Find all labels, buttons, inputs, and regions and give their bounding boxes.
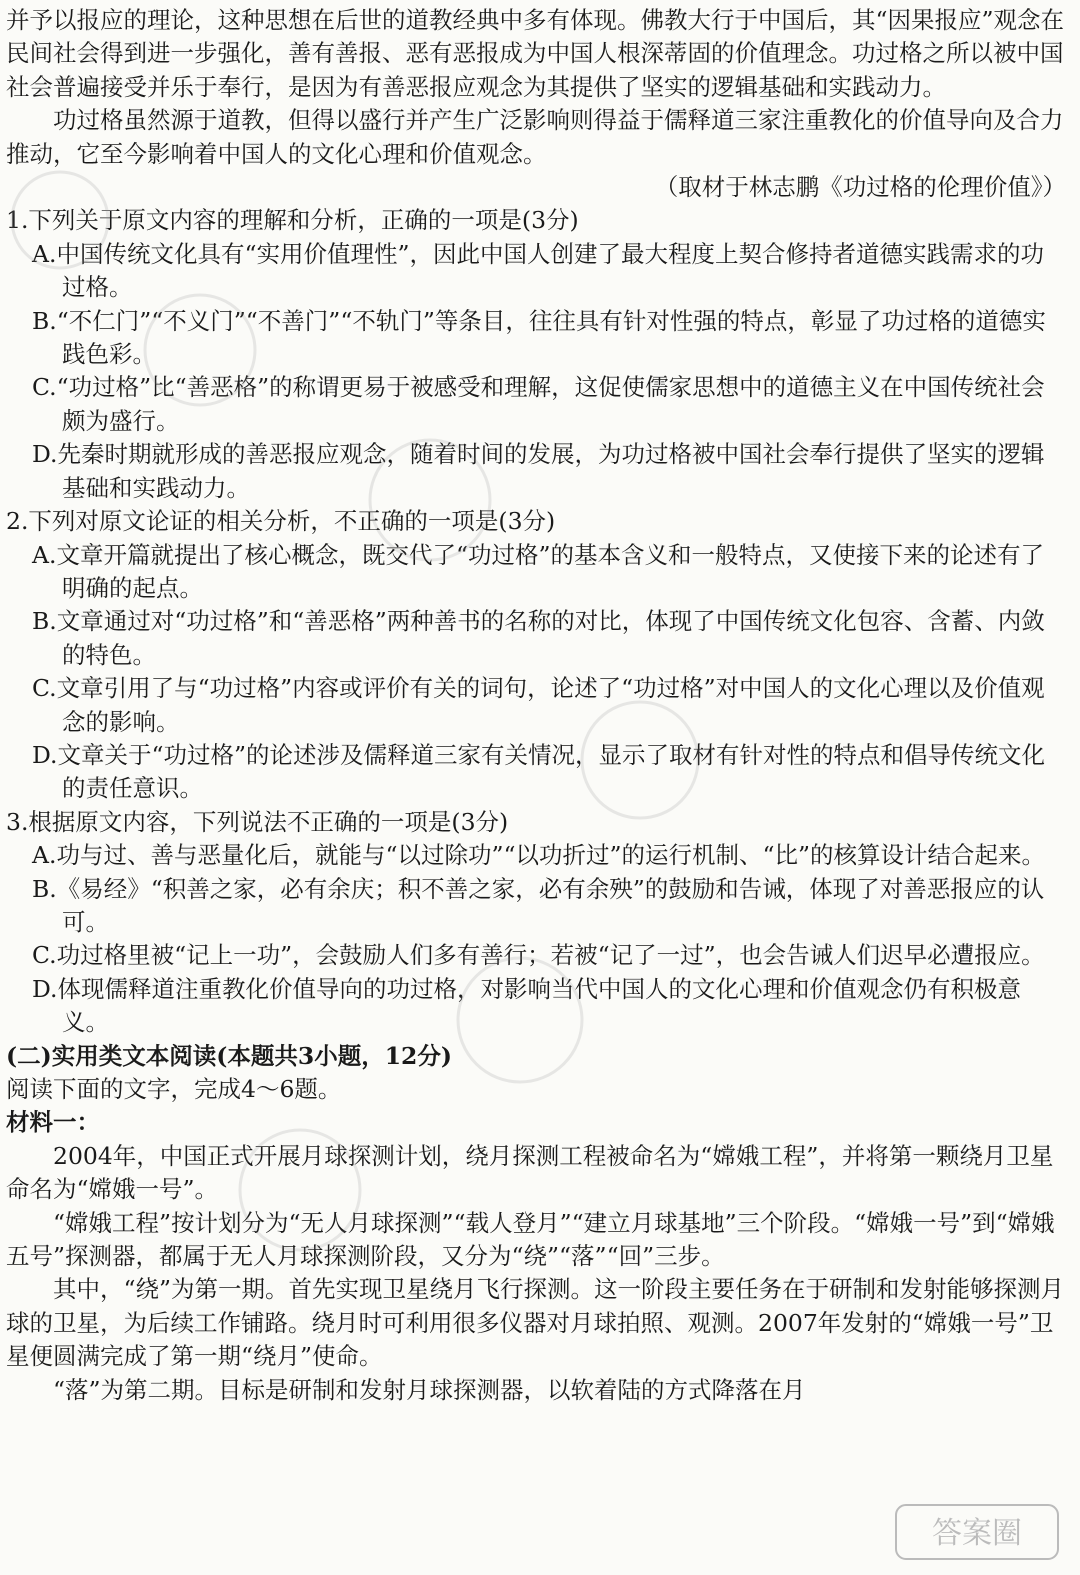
section-instruction: 阅读下面的文字，完成4～6题。 — [6, 1075, 342, 1103]
question-1 — [6, 204, 1066, 505]
question-stem: 1.下列关于原文内容的理解和分析，正确的一项是(3分) — [6, 206, 579, 235]
option-b: B.“不仁门”“不义门”“不善门”“不轨门”等条目，往往具有针对性强的特点，彰显了功过格的道德实践色彩。 — [32, 306, 1046, 369]
site-logo — [892, 1497, 1062, 1567]
option-d: D.体现儒释道注重教化价值导向的功过格，对影响当代中国人的文化心理和价值观念仍有积极意义。 — [32, 974, 1021, 1037]
question-stem: 2.下列对原文论证的相关分析，不正确的一项是(3分) — [6, 507, 556, 536]
option-b: B.文章通过对“功过格”和“善恶格”两种善书的名称的对比，体现了中国传统文化包容、含蓄、内敛的特色。 — [32, 607, 1045, 669]
material-paragraph-4: “落”为第二期。目标是研制和发射月球探测器，以软着陆的方式降落在月 — [53, 1375, 806, 1404]
option-b: B.《易经》“积善之家，必有余庆；积不善之家，必有余殃”的鼓励和告诫，体现了对善恶报应的认可。 — [32, 874, 1045, 936]
question-3 — [6, 806, 1066, 1040]
material-paragraph-1: 2004年，中国正式开展月球探测计划，绕月探测工程被命名为“嫦娥工程”，并将第一颗绕月卫星命名为“嫦娥一号”。 — [6, 1141, 1054, 1204]
option-d: D.文章关于“功过格”的论述涉及儒释道三家有关情况，显示了取材有针对性的特点和倡导传统文化的责任意识。 — [32, 740, 1046, 803]
source-citation: （取材于林志鹏《功过格的伦理价值》） — [654, 173, 1066, 202]
option-c: C.文章引用了与“功过格”内容或评价有关的词句，论述了“功过格”对中国人的文化心理以及价值观念的影响。 — [32, 674, 1045, 736]
option-a: A.功与过、善与恶量化后，就能与“以过除功”“以功折过”的运行机制、“比”的核算设计结合起来。 — [32, 841, 1046, 870]
section-heading: (二)实用类文本阅读(本题共3小题，12分) — [6, 1041, 453, 1070]
option-c: C.功过格里被“记上一功”，会鼓励人们多有善行；若被“记了一过”，也会告诫人们迟早必遭报应。 — [32, 941, 1045, 970]
material-paragraph-2: “嫦娥工程”按计划分为“无人月球探测”“载人登月”“建立月球基地”三个阶段。“嫦娥一号”到“嫦娥五号”探测器，都属于无人月球探测阶段，又分为“绕”“落”“回”三步。 — [6, 1208, 1055, 1271]
intro-paragraph-2: 功过格虽然源于道教，但得以盛行并产生广泛影响则得益于儒释道三家注重教化的价值导向及合力推动，它至今影响着中国人的文化心理和价值观念。 — [6, 106, 1064, 168]
option-d: D.先秦时期就形成的善恶报应观念，随着时间的发展，为功过格被中国社会奉行提供了坚实的逻辑基础和实践动力。 — [32, 440, 1045, 502]
svg-text:答案圈: 答案圈 — [932, 1516, 1022, 1551]
question-stem: 3.根据原文内容，下列说法不正确的一项是(3分) — [6, 807, 509, 836]
option-c: C.“功过格”比“善恶格”的称谓更易于被感受和理解，这促使儒家思想中的道德主义在中国传统社会颇为盛行。 — [32, 373, 1045, 435]
option-a: A.文章开篇就提出了核心概念，既交代了“功过格”的基本含义和一般特点，又使接下来的论述有了明确的起点。 — [32, 540, 1044, 602]
option-a: A.中国传统文化具有“实用价值理性”，因此中国人创建了最大程度上契合修持者道德实践需求的功过格。 — [32, 239, 1044, 302]
logo-icon — [892, 1497, 1062, 1567]
intro-paragraph-1: 并予以报应的理论，这种思想在后世的道教经典中多有体现。佛教大行于中国后，其“因果报应”观念在民间社会得到进一步强化，善有善报、恶有恶报成为中国人根深蒂固的价值理念。功过格之所以被中国社会普遍接受并乐于奉行，是因为有善恶报应观念为其提供了坚实的逻辑基础和实践动力。 — [6, 6, 1065, 101]
question-2 — [6, 505, 1066, 806]
material-paragraph-3: 其中，“绕”为第一期。首先实现卫星绕月飞行探测。这一阶段主要任务在于研制和发射能够探测月球的卫星，为后续工作铺路。绕月时可利用很多仪器对月球拍照、观测。2007年发射的“嫦娥一号”卫星便圆满完成了第一期“绕月”使命。 — [6, 1275, 1065, 1371]
material-label: 材料一： — [6, 1108, 100, 1137]
